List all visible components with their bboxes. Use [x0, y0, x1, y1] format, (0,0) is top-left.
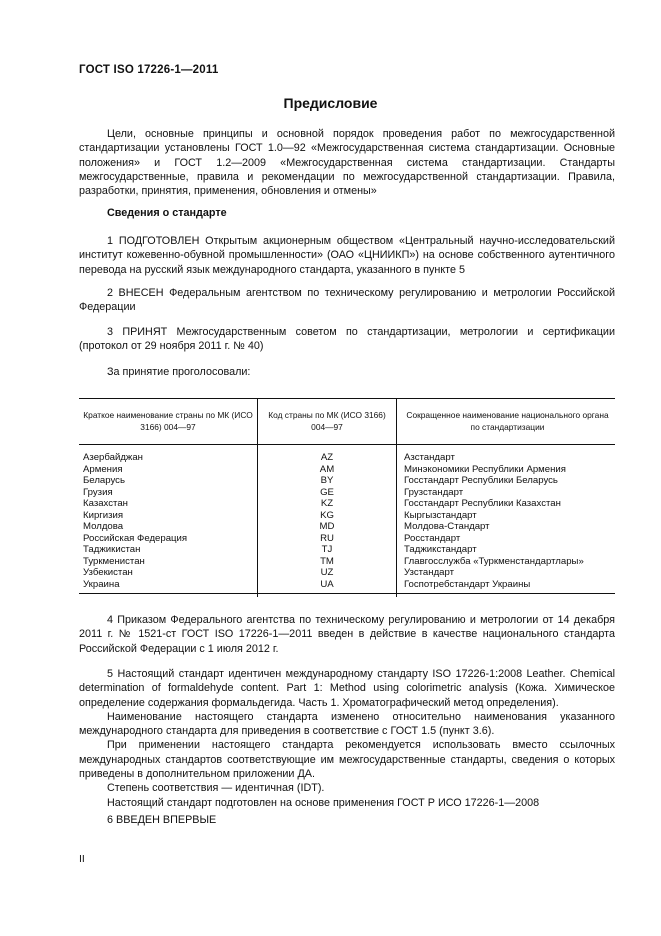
table-row: [79, 533, 615, 545]
item-6-text: 6 ВВЕДЕН ВПЕРВЫЕ: [107, 814, 217, 826]
item-1-text: 1 ПОДГОТОВЛЕН Открытым акционерным обществом «Центральный научно-исследовательский институт кожевенно-обувной промышленности» (ОАО «ЦНИИКП») на основе собственного аутентичного перевода на русский язык международного стандарта, указанного в пункте 5: [79, 235, 615, 276]
item-5-references-text: При применении настоящего стандарта рекомендуется использовать вместо ссылочных международных стандартов соответствующие им межгосударственные стандарты, сведения о которых приведены в дополнительном приложении ДА.: [79, 739, 615, 781]
item-4: [79, 613, 615, 656]
cell-country-name: Грузия: [79, 487, 258, 499]
cell-standards-body: Молдова-Стандарт: [404, 521, 490, 532]
cell-standards-body: Госпотребстандарт Украины: [404, 578, 531, 590]
item-5: [79, 667, 615, 810]
header-country-code: Код страны по МК (ИСО 3166) 004—97: [258, 398, 397, 445]
voted-label: За принятие проголосовали:: [107, 366, 251, 378]
cell-country-name: Азербайджан: [79, 445, 258, 464]
cell-country-code: KG: [258, 510, 397, 522]
table-row: [79, 475, 615, 487]
cell-standards-body: Азстандарт: [404, 452, 455, 463]
cell-country-name: Таджикистан: [79, 544, 258, 556]
item-1: [79, 234, 615, 277]
cell-country-name: Армения: [79, 464, 258, 476]
item-5-conformity-text: Степень соответствия — идентичная (IDT).: [107, 782, 325, 795]
cell-country-name: Молдова: [79, 521, 258, 533]
table-row: [79, 464, 615, 476]
cell-country-code: GE: [258, 487, 397, 499]
section-title: Сведения о стандарте: [107, 207, 227, 219]
table-row: [79, 498, 615, 510]
cell-country-name: Казахстан: [79, 498, 258, 510]
cell-country-code: UA: [258, 579, 397, 598]
item-5-basis-text: Настоящий стандарт подготовлен на основе применения ГОСТ Р ИСО 17226-1—2008: [107, 796, 540, 809]
cell-country-code: TJ: [258, 544, 397, 556]
item-5-rename-text: Наименование настоящего стандарта изменено относительно наименования указанного международного стандарта для приведения в соответствие с ГОСТ 1.5 (пункт 3.6).: [79, 710, 615, 738]
table-row: [79, 579, 615, 598]
cell-country-code: AZ: [258, 445, 397, 464]
header-standards-body: Сокращенное наименование национального органа по стандартизации: [397, 398, 616, 445]
item-4-text: 4 Приказом Федерального агентства по техническому регулированию и метрологии от 14 декабря 2011 г. № 1521-ст ГОСТ ISO 17226-1—2011 введен в действие в качестве национального стандарта Российской Федерации с 1 июля 2012 г.: [79, 614, 615, 655]
page-number: II: [79, 853, 85, 865]
table-body: [79, 445, 615, 598]
table-header-row: [79, 398, 615, 445]
cell-country-code: AM: [258, 464, 397, 476]
table-row: [79, 487, 615, 499]
cell-country-code: MD: [258, 521, 397, 533]
table-row: [79, 567, 615, 579]
cell-country-name: Туркменистан: [79, 556, 258, 568]
cell-standards-body: Таджикстандарт: [404, 544, 477, 555]
table-row: [79, 544, 615, 556]
table-row: [79, 510, 615, 522]
cell-standards-body: Минэкономики Республики Армения: [404, 463, 566, 475]
cell-standards-body: Узстандарт: [404, 567, 455, 578]
cell-country-name: Узбекистан: [79, 567, 258, 579]
document-code: ГОСТ ISO 17226-1—2011: [79, 64, 219, 76]
table-row: [79, 445, 615, 464]
cell-standards-body: Госстандарт Республики Казахстан: [404, 498, 561, 509]
cell-country-code: RU: [258, 533, 397, 545]
cell-country-code: KZ: [258, 498, 397, 510]
cell-country-name: Российская Федерация: [79, 533, 258, 545]
cell-country-name: Украина: [79, 579, 258, 598]
table-row: [79, 556, 615, 568]
header-country-name: Краткое наименование страны по МК (ИСО 3166) 004—97: [79, 398, 258, 445]
page-title: Предисловие: [283, 95, 378, 111]
voting-table: [79, 398, 615, 597]
cell-standards-body: Росстандарт: [404, 532, 461, 544]
cell-standards-body: Кыргызстандарт: [404, 509, 477, 521]
cell-country-name: Киргизия: [79, 510, 258, 522]
item-3-text: 3 ПРИНЯТ Межгосударственным советом по стандартизации, метрологии и сертификации (протокол от 29 ноября 2011 г. № 40): [79, 326, 615, 353]
cell-country-code: BY: [258, 475, 397, 487]
item-3: [79, 325, 615, 354]
intro-paragraph: [79, 127, 615, 198]
cell-country-code: UZ: [258, 567, 397, 579]
intro-text: Цели, основные принципы и основной порядок проведения работ по межгосударственной стандартизации установлены ГОСТ 1.0—92 «Межгосударственная система стандартизации. Основные положения» и ГОСТ 1.2—2009 «Межгосударственная система стандартизации. Стандарты межгосударственные, правила и рекомендации по межгосударственной стандартизации. Правила, разработки, принятия, применения, обновления и отмены»: [79, 128, 615, 198]
cell-country-name: Беларусь: [79, 475, 258, 487]
item-2-text: 2 ВНЕСЕН Федеральным агентством по техническому регулированию и метрологии Российской Федерации: [79, 287, 615, 314]
cell-country-code: TM: [258, 556, 397, 568]
item-5-text: 5 Настоящий стандарт идентичен международному стандарту ISO 17226-1:2008 Leather. Chemical determination of formaldehyde content. Part 1: Method using colorimetric analysis (Кожа. Химическое определение содержания формальдегида. Часть 1. Хроматографический метод определения).: [79, 668, 615, 709]
item-6: [79, 813, 615, 827]
cell-standards-body: Главгосслужба «Туркменстандартлары»: [404, 555, 584, 567]
item-2: [79, 286, 615, 315]
table-row: [79, 521, 615, 533]
cell-standards-body: Грузстандарт: [404, 486, 464, 498]
cell-standards-body: Госстандарт Республики Беларусь: [404, 475, 558, 486]
